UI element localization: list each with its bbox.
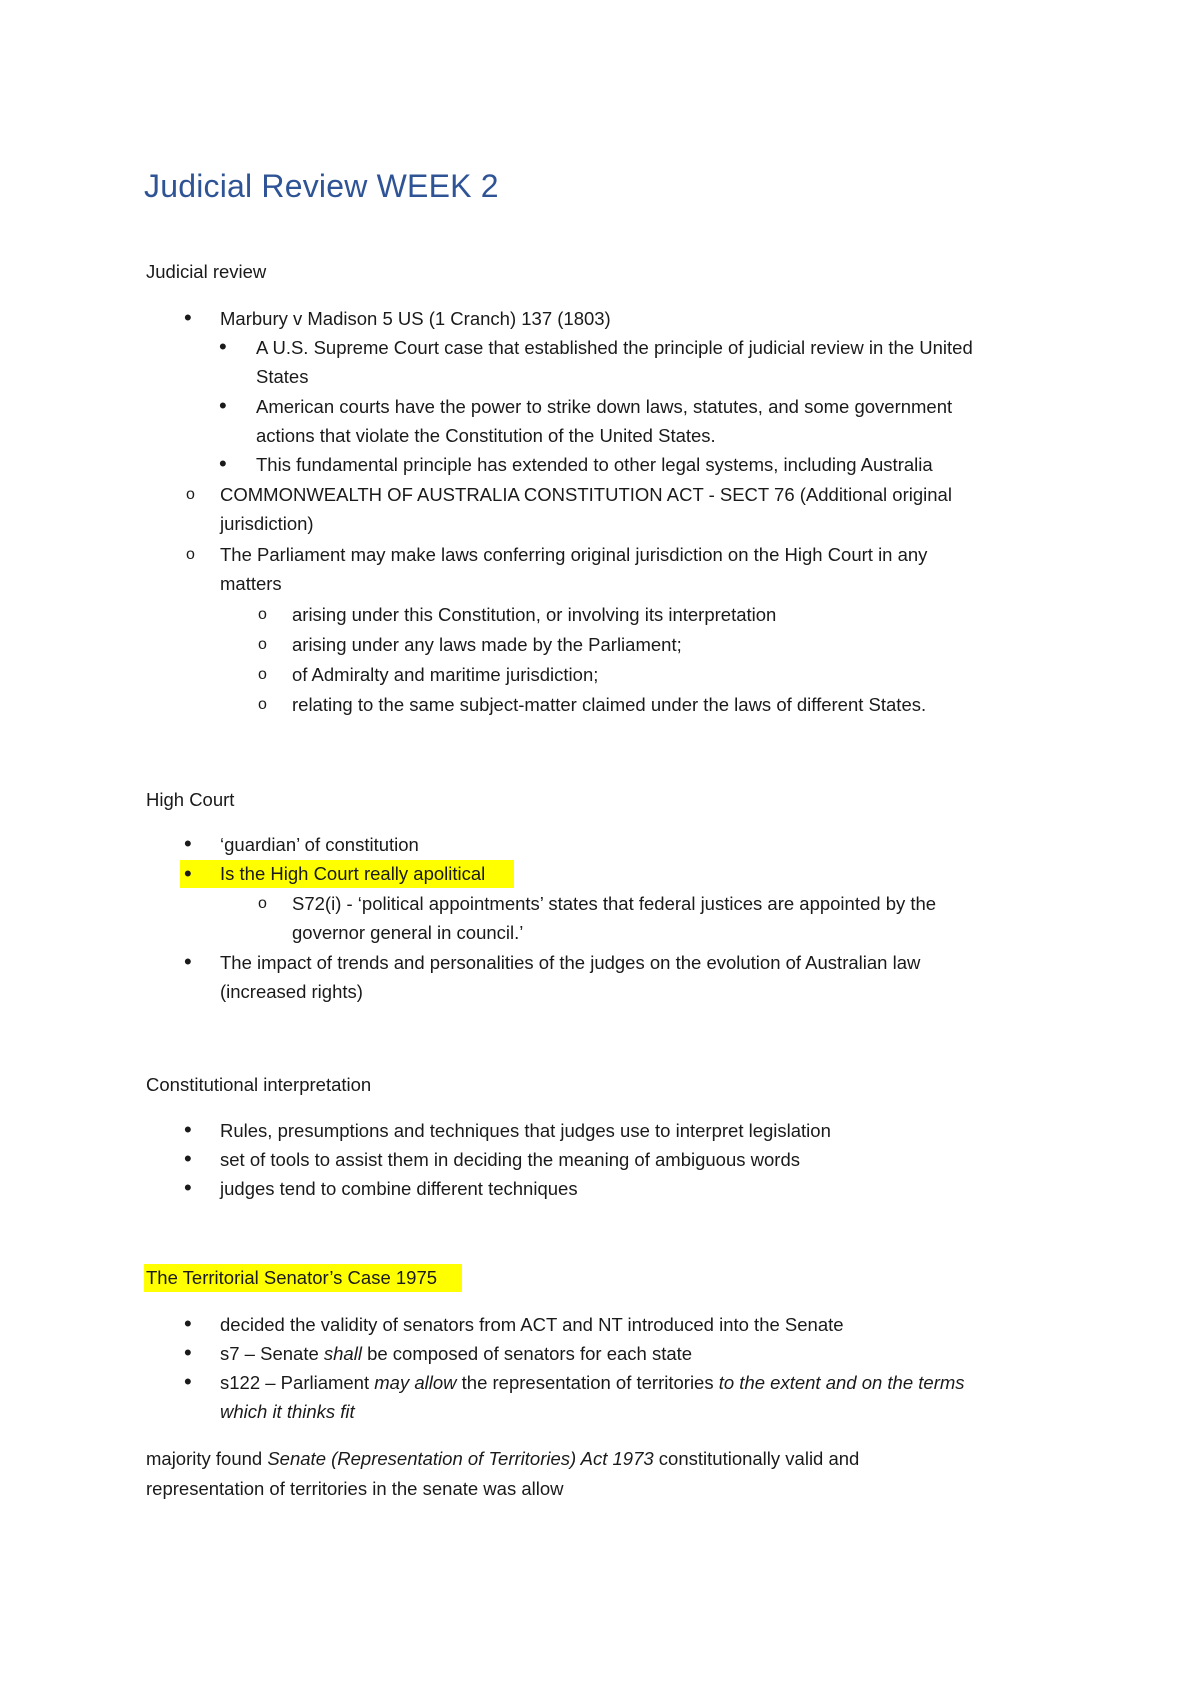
bullet-icon xyxy=(184,947,192,978)
section-heading-high-court: High Court xyxy=(146,789,235,810)
circle-bullet-icon: o xyxy=(186,486,195,503)
list-item xyxy=(220,1339,692,1368)
emphasis-text: may allow xyxy=(374,1372,457,1393)
bullet-icon xyxy=(184,1144,192,1175)
list-item-continued: governor general in council.’ xyxy=(292,922,524,943)
section-heading-judicial-review: Judicial review xyxy=(146,261,267,282)
list-item: The Parliament may make laws conferring original jurisdiction on the High Court in any xyxy=(220,544,928,565)
list-item: ‘guardian’ of constitution xyxy=(220,834,419,855)
list-item: decided the validity of senators from ACT and NT introduced into the Senate xyxy=(220,1314,844,1335)
list-item: arising under this Constitution, or involving its interpretation xyxy=(292,604,777,625)
bullet-icon xyxy=(184,1173,192,1204)
list-item: COMMONWEALTH OF AUSTRALIA CONSTITUTION ACT - SECT 76 (Additional original xyxy=(220,484,952,505)
circle-bullet-icon: o xyxy=(258,696,267,713)
highlighted-list-item: Is the High Court really apolitical xyxy=(220,863,486,884)
list-item: arising under any laws made by the Parliament; xyxy=(292,634,682,655)
list-item: judges tend to combine different techniques xyxy=(220,1178,578,1199)
emphasis-text: which it thinks fit xyxy=(220,1401,355,1422)
bullet-icon xyxy=(184,303,192,334)
circle-bullet-icon: o xyxy=(258,895,267,912)
list-item-continued: actions that violate the Constitution of the United States. xyxy=(256,425,716,446)
bullet-icon xyxy=(184,1115,192,1146)
circle-bullet-icon: o xyxy=(258,606,267,623)
emphasis-text: shall xyxy=(323,1343,362,1364)
list-item-continued: matters xyxy=(220,573,282,594)
circle-bullet-icon: o xyxy=(258,666,267,683)
paragraph-continued: representation of territories in the senate was allow xyxy=(146,1478,564,1499)
list-item-continued: States xyxy=(256,366,309,387)
list-item: American courts have the power to strike down laws, statutes, and some government xyxy=(256,396,953,417)
bullet-icon xyxy=(184,1338,192,1369)
bullet-icon xyxy=(219,332,227,363)
list-item: The impact of trends and personalities of the judges on the evolution of Australian law xyxy=(220,952,921,973)
bullet-icon xyxy=(184,1309,192,1340)
page-title: Judicial Review WEEK 2 xyxy=(144,168,499,204)
bullet-icon xyxy=(184,859,192,890)
list-item xyxy=(220,1368,965,1397)
emphasis-text: Senate (Representation of Territories) Act 1973 xyxy=(267,1448,654,1469)
circle-bullet-icon: o xyxy=(186,546,195,563)
list-item: relating to the same subject-matter claimed under the laws of different States. xyxy=(292,694,927,715)
list-item-text: the representation of territories xyxy=(456,1372,719,1393)
list-item: of Admiralty and maritime jurisdiction; xyxy=(292,664,599,685)
list-item: set of tools to assist them in deciding the meaning of ambiguous words xyxy=(220,1149,800,1170)
list-item-text: s7 – Senate xyxy=(220,1343,324,1364)
bullet-icon xyxy=(184,829,192,860)
paragraph xyxy=(146,1444,859,1473)
circle-bullet-icon: o xyxy=(258,636,267,653)
list-item-continued: (increased rights) xyxy=(220,981,363,1002)
section-heading-constitutional-interpretation: Constitutional interpretation xyxy=(146,1074,372,1095)
list-item: S72(i) - ‘political appointments’ states that federal justices are appointed by the xyxy=(292,893,937,914)
paragraph-text: majority found xyxy=(146,1448,268,1469)
list-item: Marbury v Madison 5 US (1 Cranch) 137 (1803) xyxy=(220,308,611,329)
bullet-icon xyxy=(219,449,227,480)
list-item: A U.S. Supreme Court case that established the principle of judicial review in the United xyxy=(256,337,973,358)
list-item: This fundamental principle has extended to other legal systems, including Australia xyxy=(256,454,933,475)
bullet-icon xyxy=(219,391,227,422)
list-item-text: be composed of senators for each state xyxy=(361,1343,693,1364)
list-item: Rules, presumptions and techniques that judges use to interpret legislation xyxy=(220,1120,831,1141)
emphasis-text: to the extent and on the terms xyxy=(718,1372,965,1393)
list-item-continued xyxy=(220,1397,355,1426)
section-heading-territorial-senators: The Territorial Senator’s Case 1975 xyxy=(146,1267,438,1288)
paragraph-text: constitutionally valid and xyxy=(653,1448,860,1469)
bullet-icon xyxy=(184,1367,192,1398)
list-item-text: s122 – Parliament xyxy=(220,1372,375,1393)
list-item-continued: jurisdiction) xyxy=(220,513,314,534)
